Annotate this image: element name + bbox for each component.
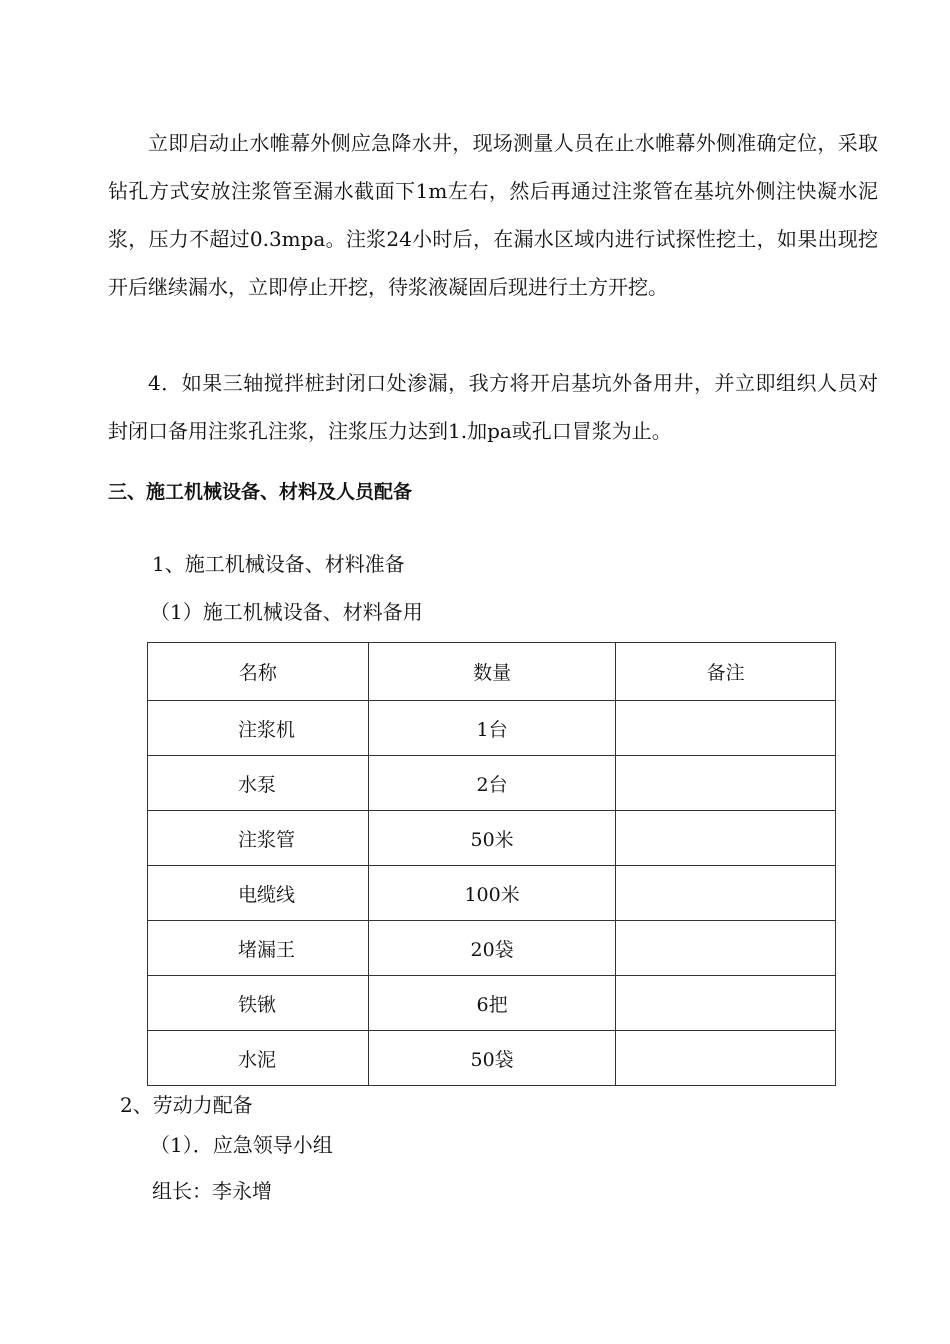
cell-name: 铁锹 xyxy=(148,976,369,1031)
cell-remark xyxy=(616,866,836,921)
cell-quantity: 100米 xyxy=(368,866,616,921)
table-row xyxy=(148,976,836,1031)
cell-name: 注浆管 xyxy=(148,811,369,866)
header-quantity: 数量 xyxy=(368,643,616,701)
cell-name: 水泥 xyxy=(148,1031,369,1086)
table-row xyxy=(148,701,836,756)
cell-quantity: 6把 xyxy=(368,976,616,1031)
cell-remark xyxy=(616,976,836,1031)
table-row xyxy=(148,811,836,866)
subsection-leadership-group: （1）．应急领导小组 xyxy=(150,1133,333,1157)
cell-name: 电缆线 xyxy=(148,866,369,921)
cell-quantity: 1台 xyxy=(368,701,616,756)
cell-quantity: 20袋 xyxy=(368,921,616,976)
paragraph-item-4: 4．如果三轴搅拌桩封闭口处渗漏，我方将开启基坑外备用井，并立即组织人员对封闭口备用注浆孔注浆，注浆压力达到1.加pa或孔口冒浆为止。 xyxy=(108,371,878,443)
cell-quantity: 50袋 xyxy=(368,1031,616,1086)
subsection-equipment-reserve: （1）施工机械设备、材料备用 xyxy=(150,600,423,624)
table-row xyxy=(148,866,836,921)
group-leader-line: 组长：李永增 xyxy=(152,1179,272,1203)
subsection-equipment-title: 1、施工机械设备、材料准备 xyxy=(152,552,405,576)
cell-remark xyxy=(616,701,836,756)
subsection-labor-title: 2、劳动力配备 xyxy=(120,1093,253,1117)
cell-remark xyxy=(616,921,836,976)
cell-remark xyxy=(616,811,836,866)
table-header-row xyxy=(148,643,836,701)
table-row xyxy=(148,921,836,976)
header-name: 名称 xyxy=(148,643,369,701)
paragraph-emergency-dewatering: 立即启动止水帷幕外侧应急降水井，现场测量人员在止水帷幕外侧准确定位，采取钻孔方式安放注浆管至漏水截面下1m左右，然后再通过注浆管在基坑外侧注快凝水泥浆，压力不超过0.3mpa。注浆24小时后，在漏水区域内进行试探性挖土，如果出现挖开后继续漏水，立即停止开挖，待浆液凝固后现进行土方开挖。 xyxy=(108,131,878,299)
cell-remark xyxy=(616,1031,836,1086)
cell-name: 水泵 xyxy=(148,756,369,811)
cell-name: 注浆机 xyxy=(148,701,369,756)
equipment-table xyxy=(147,642,836,1086)
table-row xyxy=(148,1031,836,1086)
cell-quantity: 2台 xyxy=(368,756,616,811)
cell-remark xyxy=(616,756,836,811)
section-heading: 三、施工机械设备、材料及人员配备 xyxy=(108,481,413,503)
header-remark: 备注 xyxy=(616,643,836,701)
cell-name: 堵漏王 xyxy=(148,921,369,976)
table-row xyxy=(148,756,836,811)
cell-quantity: 50米 xyxy=(368,811,616,866)
